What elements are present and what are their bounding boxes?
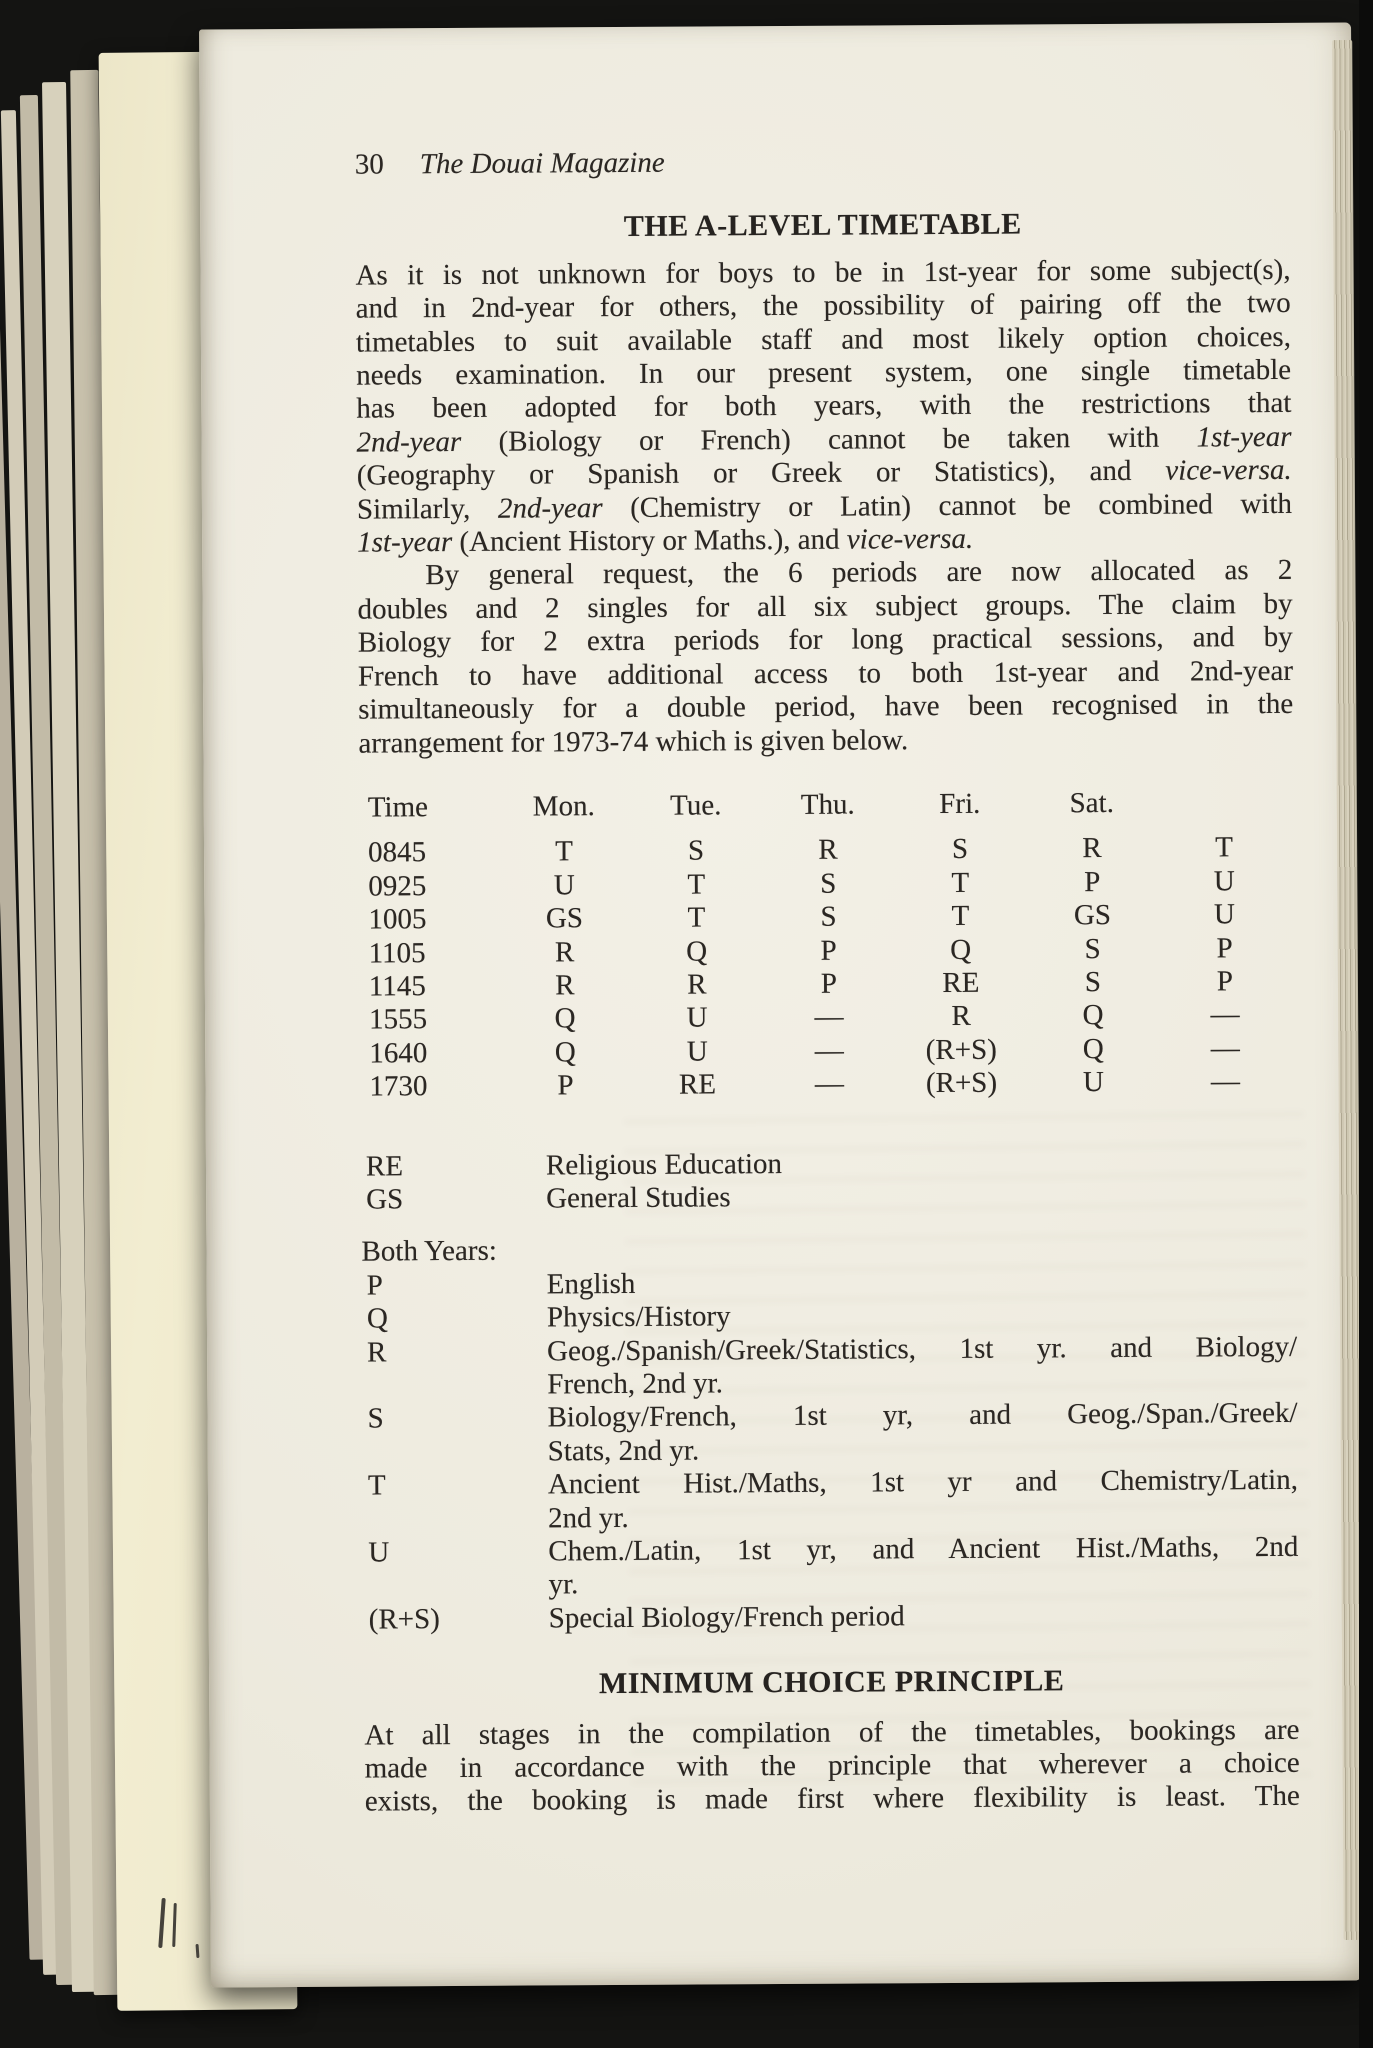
legend-definition: English [546,1267,636,1301]
legend-item [363,1531,1298,1604]
timetable-time-cell: 0925 [368,869,427,903]
timetable-cell: P [820,967,838,1000]
legend-term: RE [365,1149,404,1183]
legend-definition-line: Biology/French, 1st yr, and Geog./Span./Greek/ [547,1397,1298,1434]
paragraph-3 [364,1714,1300,1820]
book-cover-edge [1359,0,1373,2048]
timetable-cell: T [687,901,706,934]
legend-definition [548,1464,1298,1535]
timetable-cell: Q [950,933,972,966]
line-text: (Chemistry or Latin) cannot be combined with [602,487,1293,524]
paragraph-line: exists, the booking is made first where flexibility is least. The [364,1780,1300,1819]
timetable-cell: R [818,833,838,867]
legend-term: U [368,1536,390,1569]
italic-text: 2nd-year [497,491,603,525]
timetable-cell: — [1210,1031,1240,1065]
timetable-cell: T [951,866,970,899]
timetable-cell: RE [678,1068,717,1101]
timetable-cell: U [553,868,575,902]
timetable-time-cell: 0845 [367,836,427,869]
timetable-header-cell: Time [367,791,429,824]
legend-definition-line: French, 2nd yr. [547,1367,724,1401]
timetable-row [360,965,1295,1004]
line-text: (Ancient History or Maths.), and [452,523,847,559]
timetable-cell: S [1084,932,1101,965]
timetable-cell: T [555,835,574,868]
timetable-cell: P [557,1069,574,1102]
timetable-cell: R [687,968,707,1001]
legend-definition [548,1531,1298,1602]
legend-definition-line: Chem./Latin, 1st yr, and Ancient Hist./Maths, 2nd [548,1530,1299,1568]
timetable-cell: R [1082,832,1102,865]
article-title: THE A-LEVEL TIMETABLE [623,207,1022,244]
magazine-title: The Douai Magazine [419,146,665,181]
legend-term: R [367,1336,387,1369]
timetable-row [360,1065,1295,1104]
timetable-time-cell: 1005 [368,903,427,936]
paragraph-line: At all stages in the compilation of the timetables, bookings are [364,1713,1300,1752]
legend-definition: Physics/History [546,1300,731,1334]
text-column [354,23,1300,1820]
line-text: (Geography or Spanish or Greek or Statistics), and [356,454,1166,492]
timetable-time-cell: 1555 [368,1003,428,1036]
timetable [359,786,1296,1104]
timetable-cell: T [687,868,706,901]
legend-definition-line: Ancient Hist./Maths, 1st yr and Chemistry/Latin, [547,1464,1299,1501]
timetable-cell: P [1084,865,1101,898]
timetable-cell: GS [1073,899,1112,932]
timetable-cell: R [951,1000,971,1033]
legend-definition: Religious Education [545,1147,783,1182]
paragraph-line: timetables to suit available staff and most likely option choices, [355,320,1292,359]
legend-definition [547,1330,1297,1401]
legend-item [362,1397,1297,1470]
timetable-row [359,898,1294,937]
paragraph-line: and in 2nd-year for others, the possibility of pairing off the two [355,287,1291,325]
timetable-header-blank [1158,786,1290,820]
italic-text: vice-versa. [1165,454,1292,487]
timetable-cell: T [951,899,970,933]
paragraph-line: Biology for 2 extra periods for long practical sessions, and by [357,621,1293,659]
legend-item [362,1330,1297,1403]
both-years-label: Both Years: [361,1235,497,1268]
timetable-cell: Q [554,1002,576,1035]
legend-definition-line: 2nd yr. [548,1501,629,1535]
legend-item [363,1464,1298,1537]
timetable-header-cell: Mon. [532,790,595,823]
paragraph-line: needs examination. In our present system, one single timetable [356,353,1292,392]
paragraph-line: French to have additional access to both 1st-year and 2nd-year [357,654,1294,693]
paragraph-line: By general request, the 6 periods are now allocated as 2 [425,554,1293,592]
timetable-time-cell: 1105 [368,936,426,970]
timetable-cell: — [1210,998,1240,1031]
legend-item [362,1264,1297,1303]
timetable-cell: S [1084,965,1102,999]
paragraph-line: has been adopted for both years, with the restrictions that [356,387,1292,426]
timetable-cell: Q [686,934,708,968]
timetable-row [359,831,1294,870]
timetable-cell: — [814,1067,845,1100]
legend-term: T [367,1469,386,1502]
timetable-cell: R [554,935,575,968]
legend-definition: General Studies [546,1181,731,1215]
paragraph-1 [355,254,1292,560]
paragraph-line: arrangement for 1973-74 which is given below. [358,723,909,760]
page-number: 30 [354,148,384,181]
timetable-cell: Q [1082,1032,1104,1065]
paragraph-line [357,521,1292,560]
timetable-header-cell: Tue. [670,789,722,822]
italic-text: vice-versa. [846,522,974,556]
legend-item [361,1144,1296,1183]
legend-term: GS [366,1183,404,1216]
timetable-cell: S [820,867,837,900]
timetable-row [360,1032,1295,1071]
line-text: (Biology or French) cannot be taken with [461,421,1197,458]
timetable-cell: U [1082,1066,1105,1099]
timetable-cell: T [1215,831,1234,864]
paragraph-line: doubles and 2 singles for all six subject groups. The claim by [357,587,1293,626]
paragraph-line: simultaneously for a double period, have been recognised in the [358,687,1294,726]
timetable-cell: P [1216,965,1234,998]
running-header [355,143,1290,182]
timetable-row [360,931,1295,970]
timetable-legend [361,1144,1299,1636]
timetable-cell: S [687,834,705,867]
legend-term: Q [366,1302,388,1335]
italic-text: 2nd-year [356,425,462,459]
magazine-page [199,22,1363,1987]
paragraph-line [357,454,1292,493]
timetable-header-cell: Fri. [939,787,981,820]
timetable-cell: P [1216,931,1233,964]
timetable-cell: S [951,833,969,866]
timetable-cell: RE [942,966,980,999]
timetable-cell: U [686,1035,708,1068]
timetable-cell: U [1213,898,1236,931]
paragraph-line: As it is not unknown for boys to be in 1st-year for some subject(s), [355,253,1291,292]
timetable-cell: GS [545,902,584,935]
italic-text: 1st-year [1196,420,1292,454]
timetable-cell: — [814,1000,844,1034]
legend-definition-line: Geog./Spanish/Greek/Statistics, 1st yr. and Biology/ [547,1330,1298,1368]
timetable-cell: Q [1082,999,1104,1032]
timetable-cell: U [686,1001,708,1034]
paragraph-2 [357,554,1293,760]
timetable-header-row [359,786,1294,825]
legend-item [361,1178,1296,1217]
paragraph-line: made in accordance with the principle that wherever a choice [364,1746,1300,1785]
legend-term: (R+S) [368,1602,440,1636]
paragraph-line [356,421,1291,460]
timetable-row [360,998,1295,1037]
legend-term: P [366,1269,383,1302]
italic-text: 1st-year [357,526,453,559]
timetable-cell: S [820,900,837,933]
timetable-cell: (R+S) [925,1066,998,1100]
paragraph-line [357,488,1292,527]
timetable-cell: P [820,934,837,967]
timetable-cell: (R+S) [925,1033,997,1066]
legend-term: S [367,1402,384,1435]
legend-definition-line: Stats, 2nd yr. [547,1434,700,1468]
legend-definition-line: yr. [548,1568,579,1601]
timetable-cell: — [1210,1065,1241,1098]
timetable-header-cell: Sat. [1069,786,1115,820]
legend-definition: Special Biology/French period [548,1600,905,1635]
legend-item [364,1598,1299,1637]
timetable-cell: — [814,1034,844,1067]
section-title: MINIMUM CHOICE PRINCIPLE [598,1664,1065,1701]
timetable-cell: U [1213,864,1235,898]
timetable-time-cell: 1145 [368,970,426,1003]
timetable-header-cell: Thu. [800,788,855,821]
timetable-cell: R [555,969,575,1002]
timetable-time-cell: 1730 [369,1070,428,1103]
timetable-time-cell: 1640 [369,1036,428,1070]
legend-item [362,1297,1297,1336]
line-text: Similarly, [356,492,498,526]
timetable-cell: Q [554,1036,576,1069]
timetable-row [359,865,1294,904]
legend-definition [547,1397,1297,1468]
